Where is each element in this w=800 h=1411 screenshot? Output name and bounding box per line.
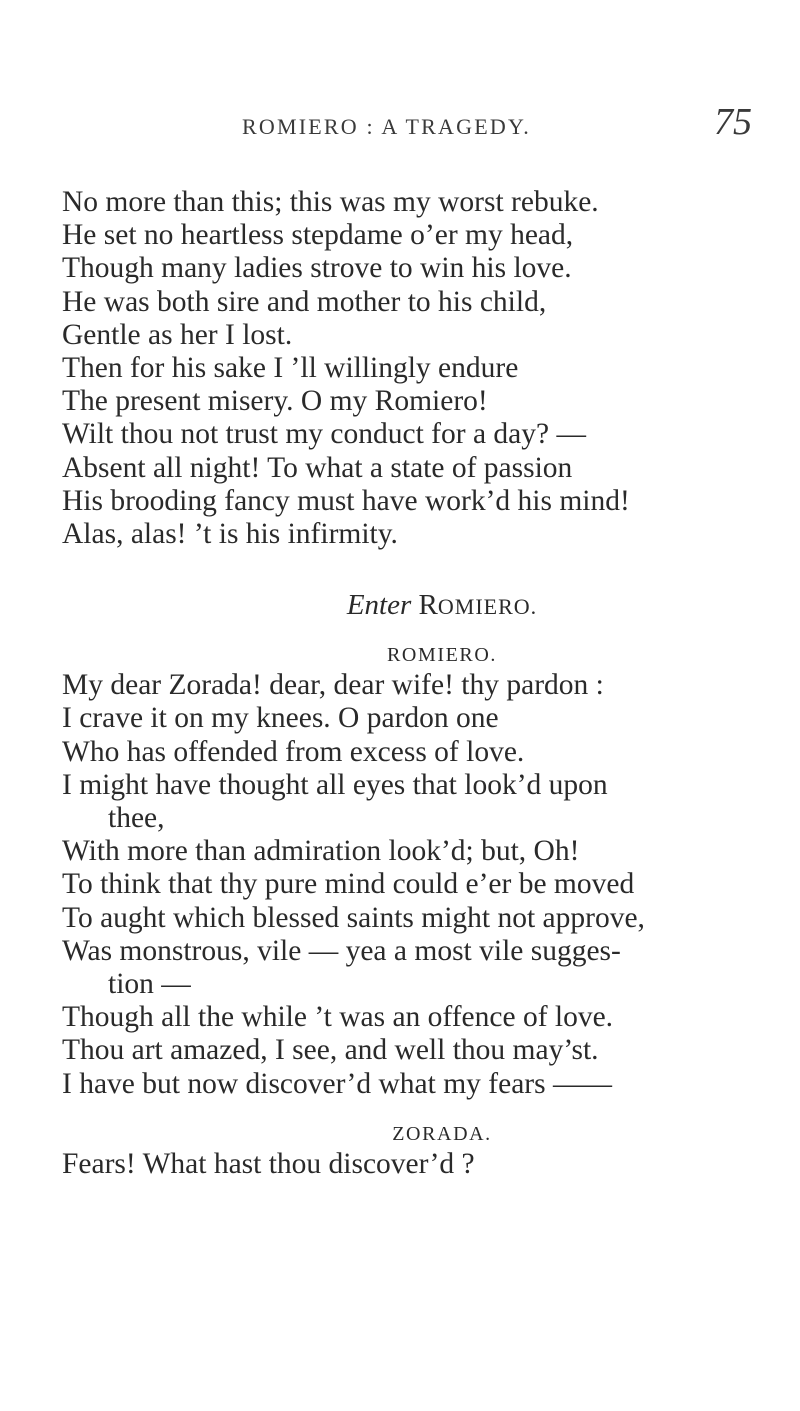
verse-line: Though many ladies strove to win his love.: [62, 252, 572, 285]
play-text: [62, 186, 762, 1181]
verse-line: Gentle as her I lost.: [62, 318, 293, 351]
verse-line: Thou art amazed, I see, and well thou may’st.: [62, 1034, 599, 1067]
verse-line: My dear Zorada! dear, dear wife! thy pardon :: [62, 669, 604, 702]
verse-line: I might have thought all eyes that look’d upon: [62, 768, 608, 801]
stage-name-initial: R: [418, 589, 438, 622]
verse-line: With more than admiration look’d; but, Oh!: [62, 835, 580, 868]
stage-enter: Enter: [346, 589, 412, 622]
verse-line-continuation: tion —: [108, 968, 191, 1001]
page-number: 75: [714, 101, 752, 143]
stage-direction: [62, 589, 762, 622]
verse-line: Who has offended from excess of love.: [62, 735, 525, 768]
verse-line: No more than this; this was my worst rebuke.: [62, 186, 599, 218]
verse-line: I have but now discover’d what my fears ——: [62, 1067, 612, 1100]
verse-line: His brooding fancy must have work’d his mind!: [62, 484, 630, 517]
verse-line: To think that thy pure mind could e’er be moved: [62, 868, 635, 901]
verse-line: Alas, alas! ’t is his infirmity.: [62, 518, 398, 551]
zorada-reply: [62, 1148, 762, 1181]
stage-name-rest: OMIERO.: [437, 594, 538, 620]
speaker-label: ZORADA.: [392, 1122, 492, 1145]
verse-line: The present misery. O my Romiero!: [62, 385, 488, 418]
verse-line-continuation: thee,: [108, 802, 165, 835]
running-title: ROMIERO : A TRAGEDY.: [242, 114, 531, 139]
speaker-label: ROMIERO.: [386, 644, 498, 667]
zorada-speech: [62, 186, 762, 551]
verse-line: He was both sire and mother to his child,: [62, 285, 547, 318]
verse-line: Though all the while ’t was an offence of love.: [62, 1001, 614, 1034]
verse-line: To aught which blessed saints might not approve,: [62, 901, 645, 934]
verse-line: Fears! What hast thou discover’d ?: [62, 1147, 475, 1180]
verse-line: Was monstrous, vile — yea a most vile sugges-: [62, 934, 621, 967]
running-head: [242, 100, 752, 144]
verse-line: He set no heartless stepdame o’er my head,: [62, 219, 574, 252]
verse-line: Absent all night! To what a state of passion: [62, 451, 573, 484]
verse-line: Then for his sake I ’ll willingly endure: [62, 352, 519, 385]
verse-line: I crave it on my knees. O pardon one: [62, 702, 499, 735]
romiero-speech: [62, 669, 762, 1101]
verse-line: Wilt thou not trust my conduct for a day? —: [62, 418, 586, 451]
